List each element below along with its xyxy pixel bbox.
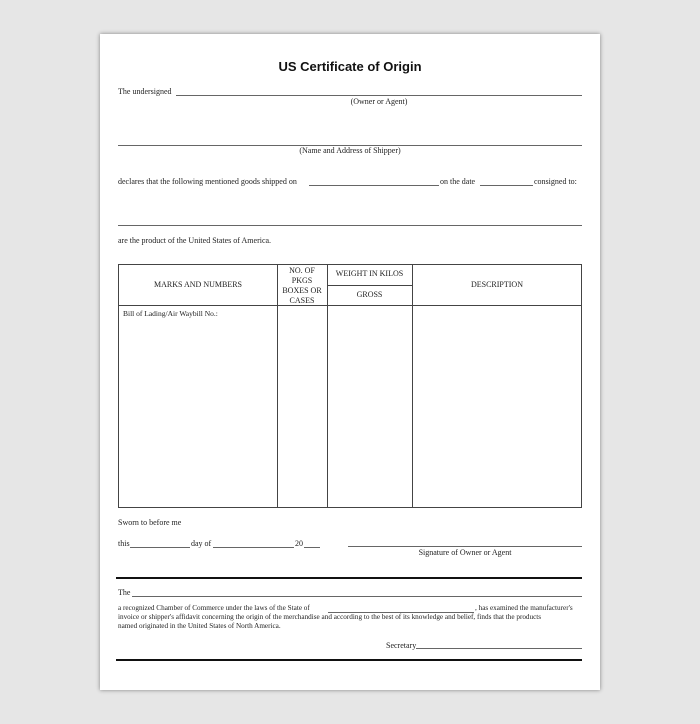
- signature-caption: Signature of Owner or Agent: [418, 548, 512, 557]
- page-title: US Certificate of Origin: [278, 59, 422, 74]
- year-label: 20: [295, 539, 303, 548]
- chamber-line-1b: , has examined the manufacturer's: [475, 604, 573, 612]
- gross-cell[interactable]: [328, 306, 411, 507]
- on-date-text: on the date: [440, 177, 476, 186]
- col-header-description: DESCRIPTION: [470, 280, 523, 289]
- ship-via-field[interactable]: [309, 185, 439, 186]
- declares-text: declares that the following mentioned goods shipped on: [118, 177, 297, 186]
- sworn-text: Sworn to before me: [118, 518, 182, 527]
- ship-date-field[interactable]: [480, 185, 533, 186]
- shipper-caption: (Name and Address of Shipper): [299, 146, 401, 155]
- chamber-line-3: named originated in the United States of North America.: [118, 622, 281, 630]
- this-label: this: [118, 539, 130, 548]
- col-header-pkgs: NO. OF PKGS BOXES OR CASES: [282, 266, 322, 305]
- chamber-line-1a: a recognized Chamber of Commerce under the laws of the State of: [118, 604, 310, 612]
- secretary-label: Secretary: [386, 641, 417, 650]
- year-field[interactable]: [304, 547, 320, 548]
- certificate-page: [100, 34, 600, 690]
- the-label: The: [118, 588, 131, 597]
- day-field[interactable]: [130, 547, 190, 548]
- col-header-gross: GROSS: [356, 290, 383, 299]
- owner-agent-field[interactable]: [176, 95, 582, 96]
- goods-table: [118, 264, 582, 508]
- marks-cell[interactable]: [119, 306, 276, 507]
- day-of-label: day of: [191, 539, 212, 548]
- owner-agent-caption: (Owner or Agent): [350, 97, 408, 106]
- weight-subheader-divider: [327, 285, 412, 286]
- bottom-divider: [116, 659, 582, 661]
- chamber-line-2: invoice or shipper's affidavit concerning the origin of the merchandise and according to the best of its knowledge and belief, finds that the products: [118, 613, 542, 621]
- signature-field[interactable]: [348, 546, 582, 547]
- month-field[interactable]: [213, 547, 294, 548]
- description-cell[interactable]: [413, 306, 581, 507]
- col-header-marks: MARKS AND NUMBERS: [153, 280, 243, 289]
- section-divider: [116, 577, 582, 579]
- col-header-weight: WEIGHT IN KILOS: [335, 269, 404, 278]
- consigned-text: consigned to:: [534, 177, 577, 186]
- secretary-field[interactable]: [416, 648, 582, 649]
- bill-of-lading-label: Bill of Lading/Air Waybill No.:: [123, 309, 218, 318]
- undersigned-label: The undersigned: [118, 87, 172, 96]
- consignee-field[interactable]: [118, 225, 582, 226]
- chamber-name-field[interactable]: [132, 596, 582, 597]
- pkgs-cell[interactable]: [278, 306, 326, 507]
- product-text: are the product of the United States of America.: [118, 236, 272, 245]
